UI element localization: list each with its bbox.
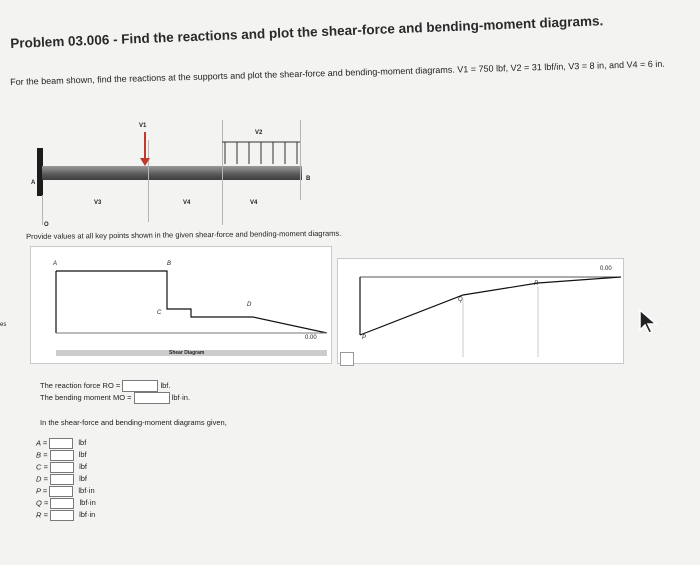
- moment-diagram-panel: [337, 258, 624, 364]
- answer-label: A =: [36, 438, 48, 448]
- mouse-cursor-icon: [638, 308, 660, 334]
- label-v1: V1: [139, 123, 147, 129]
- shear-point-d: D: [247, 302, 252, 308]
- answer-label: R =: [36, 510, 48, 520]
- shear-diagram-svg: [31, 247, 331, 363]
- shear-diagram-panel: [30, 246, 332, 364]
- answer-unit: lbf·in: [79, 498, 96, 508]
- moment-curve: [360, 277, 621, 335]
- given-text: In the shear-force and bending-moment diagrams given,: [40, 418, 227, 427]
- answer-input-p[interactable]: [49, 486, 73, 497]
- moment-point-p: P: [362, 335, 367, 341]
- answer-unit: lbf·in: [79, 510, 96, 520]
- moment-point-q: Q: [458, 297, 463, 303]
- side-label: es: [0, 322, 7, 328]
- reaction-force-label: The reaction force RO =: [40, 380, 121, 390]
- answer-input-c[interactable]: [50, 462, 74, 473]
- answer-row-p: [36, 486, 95, 497]
- answer-label: C =: [36, 462, 48, 472]
- reaction-force-row: [40, 380, 170, 392]
- bending-moment-label: The bending moment MO =: [40, 392, 132, 402]
- answer-unit: lbf: [78, 450, 87, 460]
- answer-row-b: [36, 450, 87, 461]
- answer-unit: lbf: [79, 462, 87, 472]
- answer-unit: lbf·in: [78, 486, 95, 496]
- label-v2: V2: [255, 130, 263, 136]
- moment-point-r: R: [534, 281, 539, 287]
- loads-svg: [130, 120, 310, 168]
- point-load-arrowhead: [140, 158, 150, 166]
- answer-label: Q =: [36, 498, 49, 508]
- answer-input-r[interactable]: [50, 510, 74, 521]
- answer-row-d: [36, 474, 87, 485]
- answer-row-q: [36, 498, 96, 509]
- answer-input-q[interactable]: [50, 498, 74, 509]
- moment-diagram-svg: [338, 259, 623, 363]
- answer-row-c: [36, 462, 87, 473]
- problem-description: For the beam shown, find the reactions at the supports and plot the shear-force and bending-moment diagrams. V1 = 750 lbf, V2 = 31 lbf/in, V3 = 8 in, and V4 = 6 in.: [10, 58, 665, 87]
- shear-point-a: A: [53, 261, 58, 267]
- answer-label: D =: [36, 474, 48, 484]
- shear-zero-label: 0.00: [305, 335, 317, 341]
- beam: [42, 166, 302, 180]
- answer-unit: lbf: [78, 438, 87, 448]
- label-o: O: [44, 222, 49, 228]
- answer-input-d[interactable]: [50, 474, 74, 485]
- bending-moment-unit: lbf·in.: [171, 392, 191, 402]
- reaction-force-input[interactable]: [122, 380, 158, 392]
- label-b: B: [306, 176, 311, 182]
- answer-input-a[interactable]: [49, 438, 73, 449]
- reaction-force-unit: lbf.: [160, 380, 171, 390]
- shear-point-b: B: [167, 261, 172, 267]
- shear-point-c: C: [157, 310, 162, 316]
- problem-title: Problem 03.006 - Find the reactions and plot the shear-force and bending-moment diagrams.: [10, 13, 604, 51]
- answer-row-r: [36, 510, 95, 521]
- instruction-text: Provide values at all key points shown in the given shear-force and bending-moment diagrams.: [26, 228, 342, 241]
- answer-row-a: [36, 438, 86, 449]
- label-v4-second: V4: [250, 200, 258, 206]
- label-v3: V3: [94, 200, 102, 206]
- bending-moment-input[interactable]: [134, 392, 170, 404]
- moment-zero-label: 0.00: [600, 266, 612, 272]
- answer-unit: lbf: [79, 474, 87, 484]
- expand-icon[interactable]: [340, 352, 354, 366]
- dimension-line: [42, 195, 43, 225]
- shear-diagram-caption: Shear Diagram: [169, 350, 205, 356]
- bending-moment-row: [40, 392, 190, 404]
- answer-label: B =: [36, 450, 48, 460]
- answer-label: P =: [36, 486, 48, 496]
- label-v4: V4: [183, 200, 191, 206]
- label-a: A: [31, 180, 36, 186]
- shear-curve: [56, 271, 327, 333]
- answer-input-b[interactable]: [50, 450, 74, 461]
